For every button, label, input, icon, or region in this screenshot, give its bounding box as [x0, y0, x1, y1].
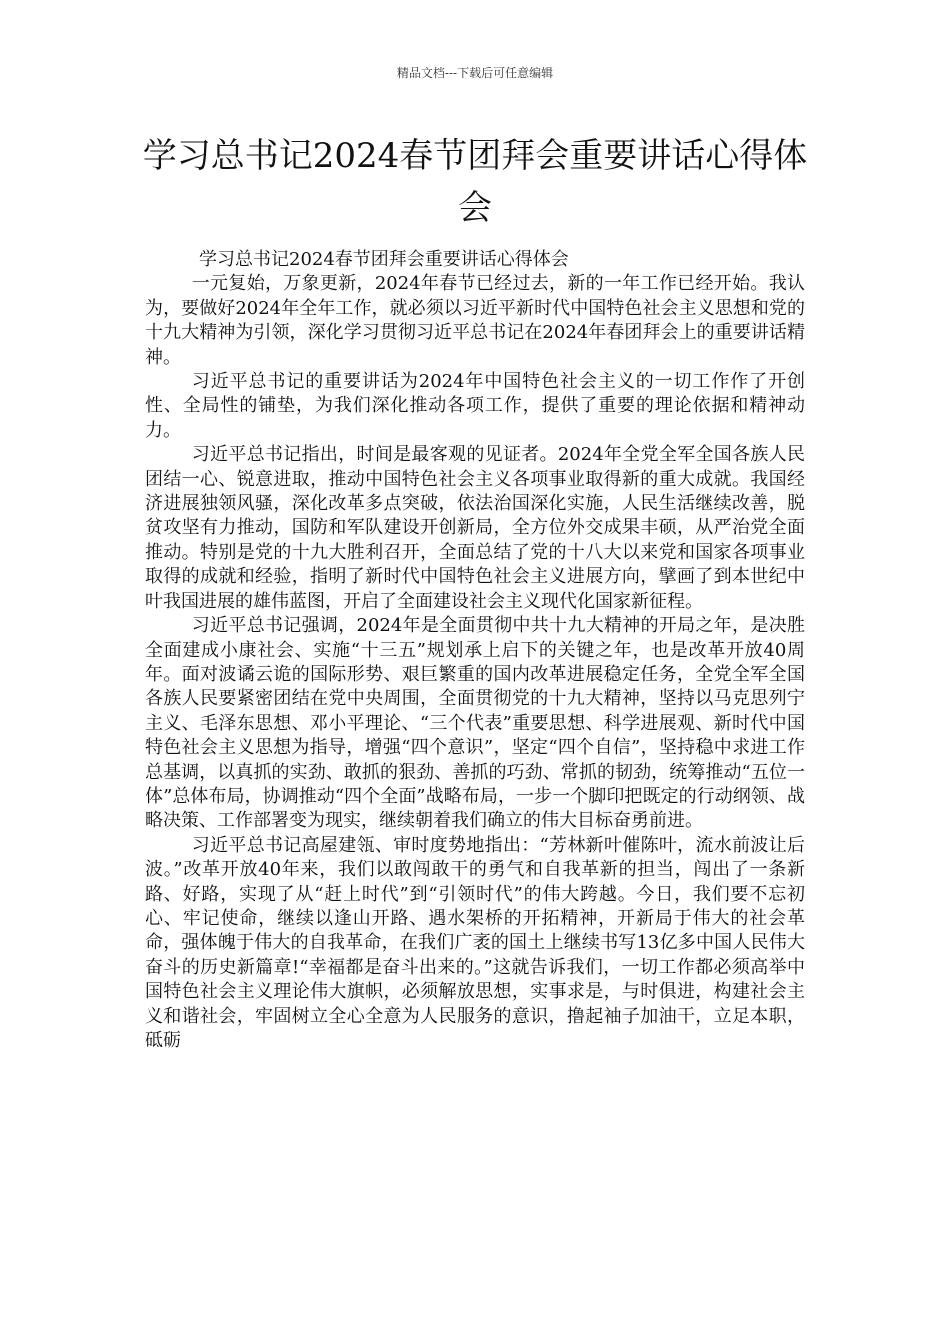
paragraph-5: 习近平总书记高屋建瓴、审时度势地指出：“芳林新叶催陈叶，流水前波让后波。”改革开放40年来，我们以敢闯敢干的勇气和自我革新的担当，闯出了一条新路、好路，实现了从“赶上时代”到“引领时代”的伟大跨越。今日，我们要不忘初心、牢记使命，继续以逢山开路、遇水架桥的开拓精神，开新局于伟大的社会革命，强体魄于伟大的自我革命，在我们广袤的国土上继续书写13亿多中国人民伟大奋斗的历史新篇章!“幸福都是奋斗出来的。”这就告诉我们，一切工作都必须高举中国特色社会主义理论伟大旗帜，必须解放思想，实事求是，与时俱进，构建社会主义和谐社会，牢固树立全心全意为人民服务的意识，撸起袖子加油干，立足本职，砥砺 — [145, 834, 805, 1051]
header-note: 精品文档---下载后可任意编辑 — [396, 66, 554, 80]
document-body — [145, 248, 805, 1053]
document-title: 学习总书记2024春节团拜会重要讲话心得体会 — [142, 136, 808, 228]
paragraph-2: 习近平总书记的重要讲话为2024年中国特色社会主义的一切工作作了开创性、全局性的铺垫，为我们深化推动各项工作，提供了重要的理论依据和精神动力。 — [145, 371, 805, 441]
paragraph-1: 一元复始，万象更新，2024年春节已经过去，新的一年工作已经开始。我认为，要做好2024年全年工作，就必须以习近平新时代中国特色社会主义思想和党的十九大精神为引领，深化学习贯彻习近平总书记在2024年春团拜会上的重要讲话精神。 — [145, 273, 805, 368]
paragraph-3: 习近平总书记指出，时间是最客观的见证者。2024年全党全军全国各族人民团结一心、锐意进取，推动中国特色社会主义各项事业取得新的重大成就。我国经济进展独领风骚，深化改革多点突破，依法治国深化实施，人民生活继续改善，脱贫攻坚有力推动，国防和军队建设开创新局，全方位外交成果丰硕，从严治党全面推动。特别是党的十九大胜利召开，全面总结了党的十八大以来党和国家各项事业取得的成就和经验，指明了新时代中国特色社会主义进展方向，擘画了到本世纪中叶我国进展的雄伟蓝图，开启了全面建设社会主义现代化国家新征程。 — [145, 444, 805, 612]
paragraph-4: 习近平总书记强调，2024年是全面贯彻中共十九大精神的开局之年，是决胜全面建成小康社会、实施“十三五”规划承上启下的关键之年，也是改革开放40周年。面对波谲云诡的国际形势、艰巨繁重的国内改革进展稳定任务，全党全军全国各族人民要紧密团结在党中央周围，全面贯彻党的十九大精神，坚持以马克思列宁主义、毛泽东思想、邓小平理论、“三个代表”重要思想、科学进展观、新时代中国特色社会主义思想为指导，增强“四个意识”，坚定“四个自信”，坚持稳中求进工作总基调，以真抓的实劲、敢抓的狠劲、善抓的巧劲、常抓的韧劲，统筹推动“五位一体”总体布局，协调推动“四个全面”战略布局，一步一个脚印把既定的行动纲领、战略决策、工作部署变为现实，继续朝着我们确立的伟大目标奋勇前进。 — [145, 615, 805, 832]
document-subtitle: 学习总书记2024春节团拜会重要讲话心得体会 — [199, 249, 569, 270]
